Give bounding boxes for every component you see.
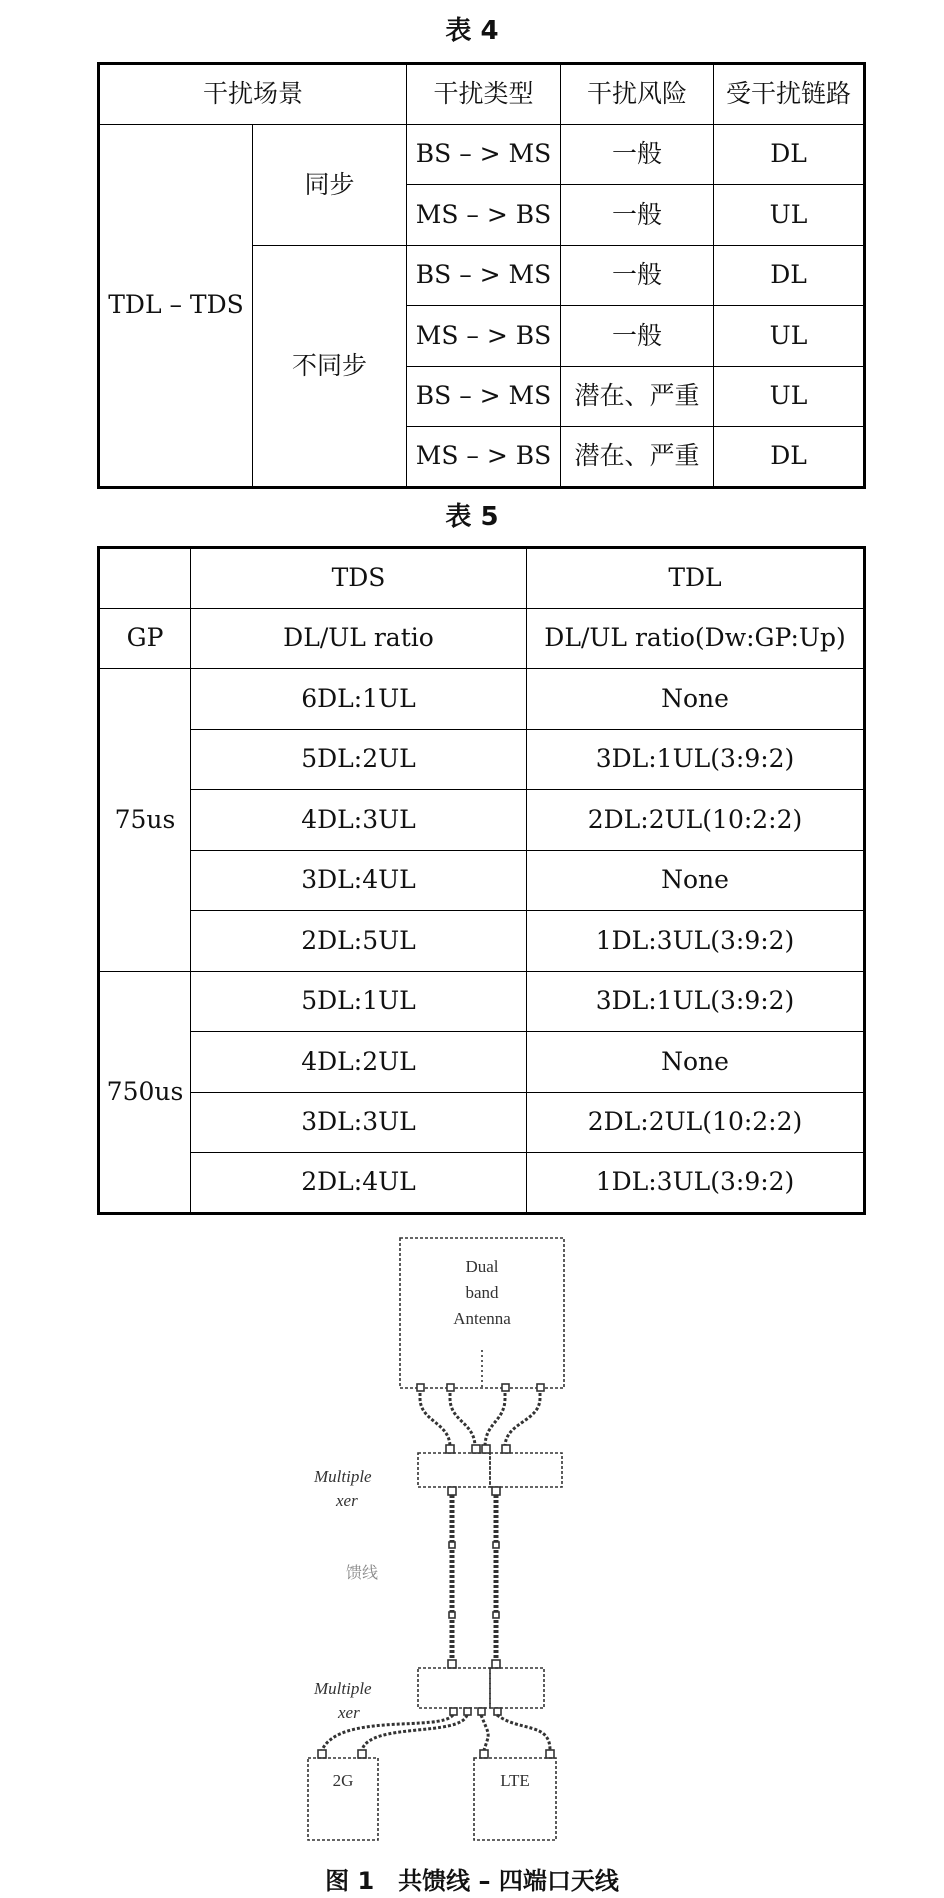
box-lte-label: LTE xyxy=(500,1771,530,1790)
multiplexer-bottom-left xyxy=(418,1668,490,1708)
type-cell: BS – > MS xyxy=(407,245,561,306)
header-link: 受干扰链路 xyxy=(714,64,865,125)
link-cell: UL xyxy=(714,185,865,246)
sync-cell: 同步 xyxy=(253,124,407,245)
multiplexer-top-label-2: xer xyxy=(336,1491,358,1510)
table-row xyxy=(99,548,865,609)
table-row xyxy=(99,608,865,669)
type-cell: BS – > MS xyxy=(407,366,561,427)
type-cell: MS – > BS xyxy=(407,427,561,488)
multiplexer-bottom-label-1: Multiple xyxy=(314,1679,372,1698)
link-cell: DL xyxy=(714,124,865,185)
risk-cell: 潜在、严重 xyxy=(561,427,714,488)
tds-ratio-cell: 4DL:3UL xyxy=(191,790,527,851)
table-row xyxy=(99,669,865,730)
async-cell: 不同步 xyxy=(253,245,407,487)
feeder-label: 馈线 xyxy=(346,1565,379,1582)
tdl-ratio-cell: None xyxy=(527,1032,865,1093)
antenna-label-2: band xyxy=(465,1283,499,1302)
tdl-ratio-cell: 2DL:2UL(10:2:2) xyxy=(527,1092,865,1153)
tds-ratio-cell: 3DL:4UL xyxy=(191,850,527,911)
header-risk: 干扰风险 xyxy=(561,64,714,125)
risk-cell: 一般 xyxy=(561,185,714,246)
table-row xyxy=(99,971,865,1032)
type-cell: MS – > BS xyxy=(407,306,561,367)
type-cell: BS – > MS xyxy=(407,124,561,185)
tds-ratio-cell: 6DL:1UL xyxy=(191,669,527,730)
link-cell: UL xyxy=(714,306,865,367)
table-row xyxy=(99,911,865,972)
empty-cell xyxy=(99,548,191,609)
table-row xyxy=(99,124,865,185)
multiplexer-bottom-right xyxy=(490,1668,544,1708)
tdl-ratio-cell: 1DL:3UL(3:9:2) xyxy=(527,1153,865,1214)
table-row xyxy=(99,790,865,851)
multiplexer-top-right xyxy=(490,1453,562,1487)
header-tds: TDS xyxy=(191,548,527,609)
figure1-diagram xyxy=(300,1232,630,1857)
table-row xyxy=(99,850,865,911)
tds-ratio-cell: 2DL:5UL xyxy=(191,911,527,972)
multiplexer-top-left xyxy=(418,1453,490,1487)
tds-ratio-cell: 5DL:1UL xyxy=(191,971,527,1032)
header-tdl: TDL xyxy=(527,548,865,609)
table-row xyxy=(99,1032,865,1093)
tds-ratio-cell: 3DL:3UL xyxy=(191,1092,527,1153)
table5 xyxy=(97,546,866,1215)
risk-cell: 一般 xyxy=(561,306,714,367)
link-cell: DL xyxy=(714,245,865,306)
table-row xyxy=(99,64,865,125)
tdl-ratio-cell: None xyxy=(527,669,865,730)
table-row xyxy=(99,1153,865,1214)
risk-cell: 一般 xyxy=(561,245,714,306)
tdl-ratio-cell: None xyxy=(527,850,865,911)
tdl-ratio-cell: 3DL:1UL(3:9:2) xyxy=(527,971,865,1032)
box-2g-label: 2G xyxy=(332,1771,354,1790)
gp-group-750us: 750us xyxy=(99,971,191,1213)
risk-cell: 潜在、严重 xyxy=(561,366,714,427)
multiplexer-bottom-label-2: xer xyxy=(338,1703,360,1722)
antenna-label-3: Antenna xyxy=(453,1309,511,1328)
subheader-tdl: DL/UL ratio(Dw:GP:Up) xyxy=(527,608,865,669)
table-row xyxy=(99,729,865,790)
tds-ratio-cell: 5DL:2UL xyxy=(191,729,527,790)
type-cell: MS – > BS xyxy=(407,185,561,246)
tdl-ratio-cell: 3DL:1UL(3:9:2) xyxy=(527,729,865,790)
table4 xyxy=(97,62,866,489)
header-scenario: 干扰场景 xyxy=(99,64,407,125)
table5-caption: 表 5 xyxy=(445,502,499,532)
figure1-caption: 图 1 共馈线 – 四端口天线 xyxy=(325,1867,619,1895)
gp-group-75us: 75us xyxy=(99,669,191,972)
link-cell: UL xyxy=(714,366,865,427)
header-type: 干扰类型 xyxy=(407,64,561,125)
link-cell: DL xyxy=(714,427,865,488)
risk-cell: 一般 xyxy=(561,124,714,185)
scenario-cell: TDL – TDS xyxy=(99,124,253,487)
subheader-tds: DL/UL ratio xyxy=(191,608,527,669)
table4-caption: 表 4 xyxy=(445,16,499,46)
antenna-label-1: Dual xyxy=(465,1257,499,1276)
multiplexer-top-label-1: Multiple xyxy=(314,1467,372,1486)
tds-ratio-cell: 2DL:4UL xyxy=(191,1153,527,1214)
tdl-ratio-cell: 1DL:3UL(3:9:2) xyxy=(527,911,865,972)
header-gp: GP xyxy=(99,608,191,669)
tdl-ratio-cell: 2DL:2UL(10:2:2) xyxy=(527,790,865,851)
table-row xyxy=(99,1092,865,1153)
tds-ratio-cell: 4DL:2UL xyxy=(191,1032,527,1093)
